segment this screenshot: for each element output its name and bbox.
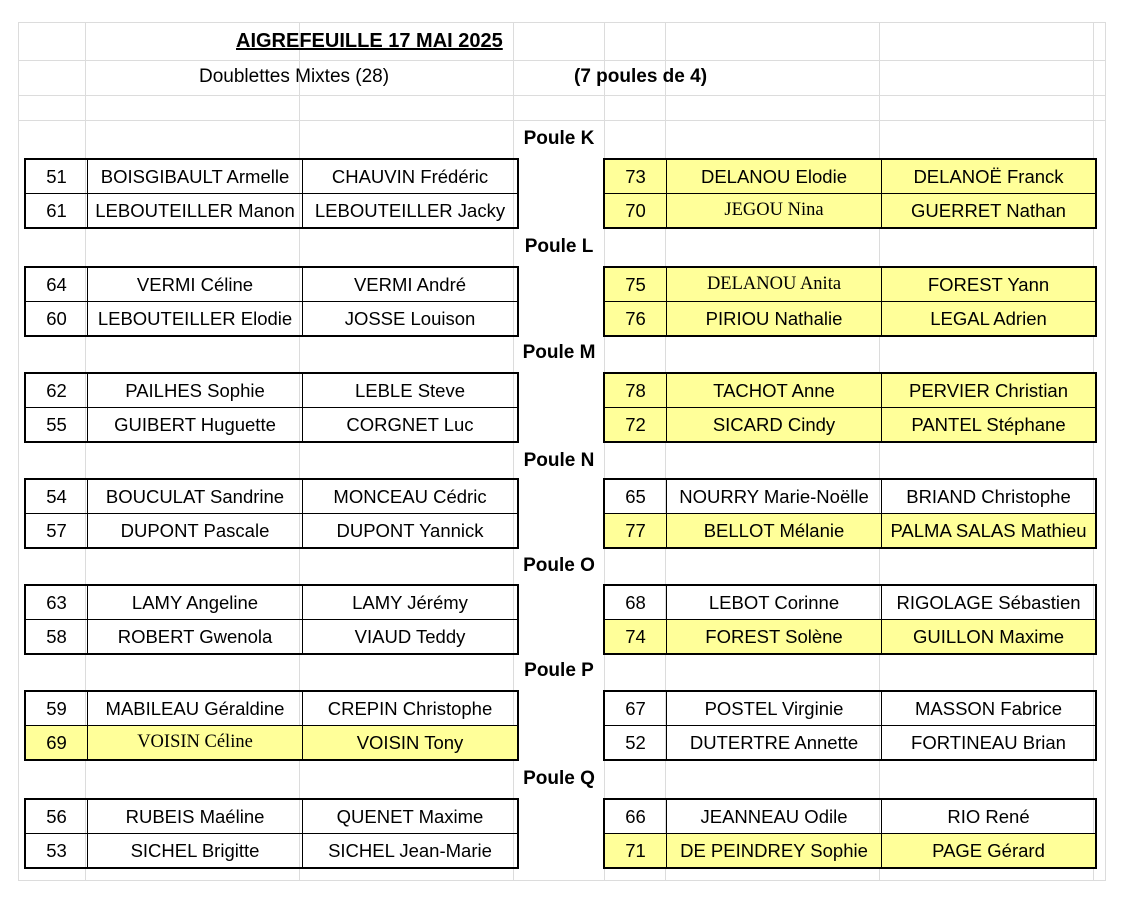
player-name: GUILLON Maxime [882,620,1097,655]
player-name: SICHEL Jean-Marie [303,834,519,869]
poule-right-table [603,478,1097,549]
player-name: LAMY Jérémy [303,585,519,620]
player-name: LEBOUTEILLER Elodie [88,302,303,337]
team-number: 55 [25,408,88,443]
player-name: LEBOUTEILLER Manon [88,194,303,229]
player-name: BOISGIBAULT Armelle [88,159,303,194]
player-name: BELLOT Mélanie [667,514,882,549]
team-number: 61 [25,194,88,229]
poule-label: Poule K [523,128,595,149]
team-number: 51 [46,165,67,187]
team-row [25,408,518,443]
team-row [604,799,1096,834]
team-number: 53 [25,834,88,869]
grid-line [1105,22,1106,880]
team-number: 75 [604,267,667,302]
poule-left-table [24,584,519,655]
player-name: SICHEL Brigitte [88,834,303,869]
poule-left-table [24,690,519,761]
player-name: PIRIOU Nathalie [667,302,882,337]
player-name: RIGOLAGE Sébastien [882,585,1097,620]
player-name: GUERRET Nathan [882,194,1097,229]
player-name: VOISIN Céline [88,726,303,761]
team-row [25,834,518,869]
page-subtitle-right: (7 poules de 4) [574,66,708,87]
poule-label: Poule P [524,660,594,681]
team-row [604,373,1096,408]
player-name: PERVIER Christian [882,373,1097,408]
team-row [604,408,1096,443]
player-name: PANTEL Stéphane [882,408,1097,443]
player-name: GUIBERT Huguette [88,408,303,443]
player-name: PALMA SALAS Mathieu [882,514,1097,549]
team-row [25,514,518,549]
team-row [25,373,518,408]
poule-label: Poule M [522,342,596,363]
grid-line [18,22,19,880]
team-number: 71 [604,834,667,869]
grid-line [18,120,1106,121]
poule-right-table [603,690,1097,761]
team-row [604,585,1096,620]
player-name: LEGAL Adrien [882,302,1097,337]
player-name: QUENET Maxime [303,799,519,834]
player-name: ROBERT Gwenola [88,620,303,655]
player-name: JEANNEAU Odile [667,799,882,834]
team-row [25,799,518,834]
team-number: 52 [604,726,667,761]
player-name: PAILHES Sophie [88,373,303,408]
team-row [25,267,518,302]
player-name: FOREST Solène [667,620,882,655]
team-row [604,514,1096,549]
team-number: 63 [46,591,67,613]
player-name: TACHOT Anne [667,373,882,408]
player-name: PAGE Gérard [882,834,1097,869]
team-row [604,691,1096,726]
team-number: 76 [604,302,667,337]
player-name: LEBOUTEILLER Jacky [303,194,519,229]
team-number: 72 [604,408,667,443]
page-subtitle: Doublettes Mixtes (28) [199,66,390,87]
player-name: SICARD Cindy [667,408,882,443]
grid-line [18,22,1106,23]
player-name: DELANOU Anita [667,267,882,302]
poule-left-table [24,478,519,549]
player-name: DELANOË Franck [882,159,1097,194]
team-row [25,194,518,229]
player-name: CHAUVIN Frédéric [303,159,519,194]
team-row [25,479,518,514]
player-name: BOUCULAT Sandrine [88,479,303,514]
poule-left-table [24,266,519,337]
team-row [25,159,518,194]
poule-right-table [603,798,1097,869]
poule-left-table [24,158,519,229]
player-name: DUPONT Yannick [303,514,519,549]
player-name: DELANOU Elodie [667,159,882,194]
player-name: JEGOU Nina [667,194,882,229]
grid-line [18,95,1106,96]
player-name: VERMI Céline [88,267,303,302]
team-row [25,302,518,337]
poule-right-table [603,158,1097,229]
poule-label: Poule O [523,555,595,576]
team-row [25,691,518,726]
team-row [604,194,1096,229]
player-name: POSTEL Virginie [667,691,882,726]
team-number: 66 [625,805,646,827]
poule-right-table [603,584,1097,655]
player-name: LEBLE Steve [303,373,519,408]
team-number: 59 [46,697,67,719]
team-row [25,620,518,655]
team-number: 65 [625,485,646,507]
team-row [604,302,1096,337]
team-number: 78 [604,373,667,408]
team-number: 57 [25,514,88,549]
player-name: MONCEAU Cédric [303,479,519,514]
player-name: BRIAND Christophe [882,479,1097,514]
player-name: NOURRY Marie-Noëlle [667,479,882,514]
page-title: AIGREFEUILLE 17 MAI 2025 [236,30,503,52]
poule-label: Poule L [524,236,594,257]
grid-line [18,880,1106,881]
poule-label: Poule N [523,450,595,471]
player-name: FOREST Yann [882,267,1097,302]
team-number: 74 [604,620,667,655]
player-name: RIO René [882,799,1097,834]
poule-left-table [24,372,519,443]
team-row [604,159,1096,194]
team-row [604,620,1096,655]
team-row [25,585,518,620]
player-name: CREPIN Christophe [303,691,519,726]
team-number: 77 [604,514,667,549]
team-row [604,479,1096,514]
team-row [604,834,1096,869]
team-number: 69 [25,726,88,761]
team-number: 73 [604,159,667,194]
player-name: LEBOT Corinne [667,585,882,620]
grid-line [18,60,1106,61]
team-number: 64 [46,273,67,295]
player-name: DUTERTRE Annette [667,726,882,761]
team-number: 70 [604,194,667,229]
team-number: 56 [46,805,67,827]
team-row [604,267,1096,302]
player-name: MASSON Fabrice [882,691,1097,726]
player-name: VOISIN Tony [303,726,519,761]
player-name: LAMY Angeline [88,585,303,620]
poule-right-table [603,372,1097,443]
team-row [25,726,518,761]
player-name: FORTINEAU Brian [882,726,1097,761]
player-name: DUPONT Pascale [88,514,303,549]
player-name: CORGNET Luc [303,408,519,443]
player-name: MABILEAU Géraldine [88,691,303,726]
team-number: 60 [25,302,88,337]
poule-right-table [603,266,1097,337]
team-number: 58 [25,620,88,655]
player-name: RUBEIS Maéline [88,799,303,834]
team-number: 68 [625,591,646,613]
player-name: VERMI André [303,267,519,302]
player-name: DE PEINDREY Sophie [667,834,882,869]
team-row [604,726,1096,761]
team-number: 67 [625,697,646,719]
team-number: 54 [46,485,67,507]
poule-left-table [24,798,519,869]
player-name: VIAUD Teddy [303,620,519,655]
team-number: 62 [46,379,67,401]
poule-label: Poule Q [523,768,595,789]
player-name: JOSSE Louison [303,302,519,337]
